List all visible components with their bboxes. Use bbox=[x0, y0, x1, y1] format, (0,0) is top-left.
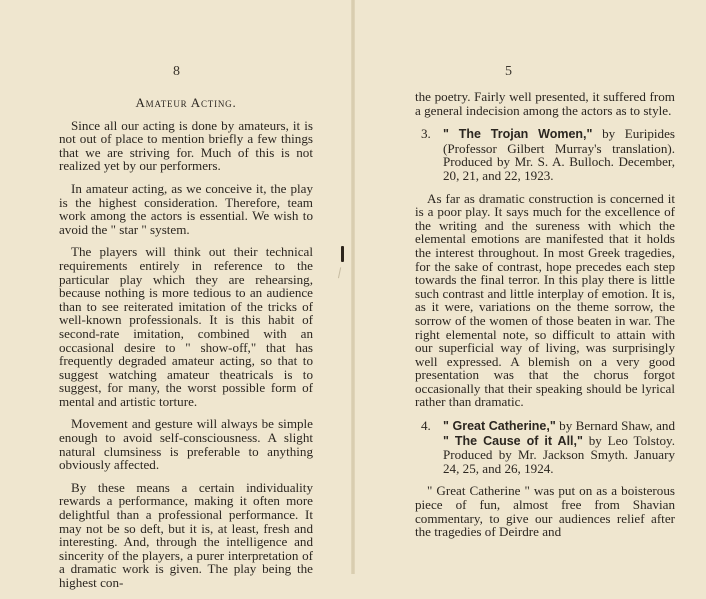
paragraph: In amateur acting, as we conceive it, the play is the highest consideration. Therefore, team work among the actors is essential. We wish to avoid the " star " system. bbox=[59, 180, 313, 237]
left-page bbox=[0, 0, 352, 590]
right-page-number: 5 bbox=[505, 64, 512, 79]
section-heading: Amateur Acting. bbox=[135, 95, 237, 110]
item-number: 4. bbox=[421, 418, 431, 434]
item-body bbox=[443, 419, 675, 475]
paragraph: Since all our acting is done by amateurs, it is not out of place to mention briefly a few things that we are striving for. Much of this is not realized yet by our performers. bbox=[59, 117, 313, 174]
paragraph: The players will think out their technical requirements entirely in reference to the particular play which they are rehearsing, because nothing is more tedious to an audience than to see reiterated imitation of the tricks of well-known professionals. It is this habit of second-rate imitation, combined with an occasional desire to " show-off," that has frequently degraded amateur acting, so that to suggest watching amateur theatricals is to suggest, for many, the worst possible form of mental and artistic torture. bbox=[59, 244, 313, 409]
item-details: by Bernard Shaw, and bbox=[555, 418, 675, 434]
paragraph: As far as dramatic construction is concerned it is a poor play. It says much for the excellence of the writing and the sureness with which the elemental emotions are manifested that it holds the interest throughout. In most Greek tragedies, for the sake of contrast, hope precedes each step towards the final terror. In this play there is little such contrast and little interplay of emotion. It is, as it were, variations on the theme sorrow, the sorrow of the women of those beaten in war. The right elemental note, so difficult to attain with our superficial way of living, was surprisingly well expressed. A blemish on a very good presentation was that the chorus forgot occasionally that their speaking should be lyrical rather than dramatic. bbox=[415, 190, 675, 410]
item-details: by Euripides (Professor Gilbert Murray's translation). Produced by Mr. S. A. Bulloch. December, 20, 21, and 22, 1923. bbox=[443, 126, 675, 183]
play-title: " Great Catherine," bbox=[443, 419, 556, 434]
paragraph: the poetry. Fairly well presented, it suffered from a general indecision among the actors as to style. bbox=[415, 89, 675, 118]
play-title: " The Cause of it All," bbox=[443, 433, 583, 448]
item-number: 3. bbox=[421, 126, 431, 142]
right-page bbox=[355, 0, 706, 574]
ink-mark bbox=[341, 246, 344, 262]
paragraph: " Great Catherine " was put on as a boisterous piece of fun, almost free from Shavian commentary, to give our audiences relief after the tragedies of Deirdre and bbox=[415, 483, 675, 540]
item-body bbox=[443, 127, 675, 182]
right-page-text bbox=[415, 90, 675, 548]
play-title: " The Trojan Women," bbox=[443, 127, 593, 142]
item-details: by Leo Tolstoy. Produced by Mr. Jackson Smyth. January 24, 25, and 26, 1924. bbox=[443, 432, 675, 476]
paragraph: By these means a certain individuality rewards a performance, making it often more delightful than a professional performance. It may not be so deft, but it is, at least, fresh and interesting. And, through the intelligence and sincerity of the players, a purer interpretation of a dramatic work is given. The play being the highest con- bbox=[59, 479, 313, 590]
production-item-4 bbox=[415, 419, 675, 475]
left-page-text bbox=[59, 96, 313, 599]
paragraph: Movement and gesture will always be simple enough to avoid self-consciousness. A slight natural clumsiness is preferable to anything obviously affected. bbox=[59, 416, 313, 473]
left-page-number: 8 bbox=[173, 64, 180, 79]
production-item-3 bbox=[415, 127, 675, 182]
